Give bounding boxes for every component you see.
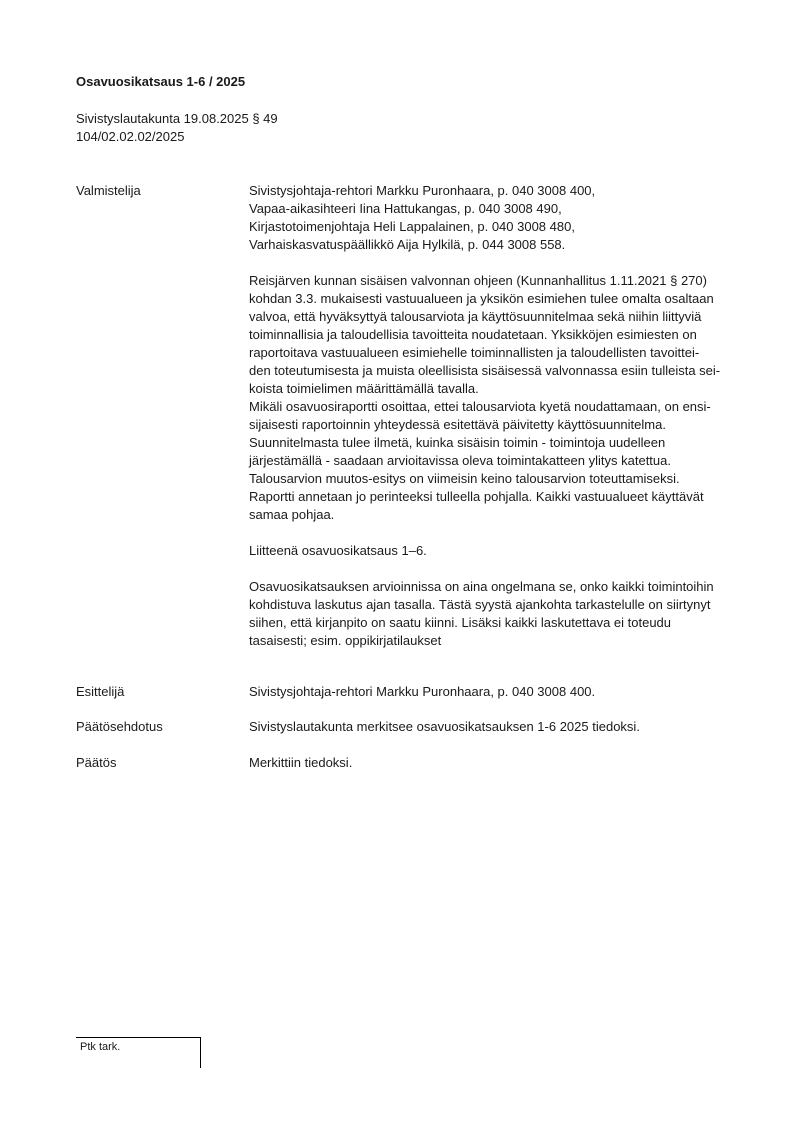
text-line: koista toimielimen määrittämällä tavalla. [249,381,479,396]
section-content-paatos: Merkittiin tiedoksi. [249,755,353,770]
text-line: Suunnitelmasta tulee ilmetä, kuinka sisäisin toimin - toimintoja uudelleen [249,435,666,450]
attachment-paragraph [249,542,739,560]
text-line: Kirjastotoimenjohtaja Heli Lappalainen, p. 040 3008 480, [249,219,575,234]
text-line: Varhaiskasvatuspäällikkö Aija Hylkilä, p. 044 3008 558. [249,237,566,252]
text-line: kohdistuva laskutus ajan tasalla. Tästä syystä ajankohta tarkastelulle on siirtynyt [249,597,711,612]
text-line: toiminnallisia ja taloudellisia tavoitteita noudatetaan. Yksikköjen esimiesten on [249,327,697,342]
text-line: valvoa, että hyväksyttyä talousarviota ja käyttösuunnitelmaa sekä niihin liittyviä [249,309,702,324]
text-line: samaa pohjaa. [249,507,335,522]
text-line: den toteutumisesta ja muista oleellisista sisäisessä valvonnassa esiin tulleista sei- [249,363,721,378]
section-content-paatosehdotus: Sivistyslautakunta merkitsee osavuosikatsauksen 1-6 2025 tiedoksi. [249,719,640,734]
document-title: Osavuosikatsaus 1-6 / 2025 [76,74,246,89]
text-line: järjestämällä - saadaan arvioitavissa oleva toimintakatteen ylitys katettua. [249,453,671,468]
minutes-check-box [76,1037,201,1068]
minutes-check-label: Ptk tark. [80,1041,121,1053]
section-label-valmistelija: Valmistelija [76,183,141,198]
meeting-reference: Sivistyslautakunta 19.08.2025 § 49 [76,111,278,126]
text-line: Talousarvion muutos-esitys on viimeisin keino talousarvion toteuttamiseksi. [249,471,680,486]
section-label-paatos: Päätös [76,755,117,770]
text-line: Sivistysjohtaja-rehtori Markku Puronhaara, p. 040 3008 400, [249,183,596,198]
text-line: raportoitava vastuualueen esimiehelle toiminnallisten ja taloudellisten tavoittei- [249,345,700,360]
text-line: siihen, että kirjanpito on saatu kiinni. Lisäksi kaikki laskutettava ei toteudu [249,615,672,630]
text-line: Raportti annetaan jo perinteeksi tulleella pohjalla. Kaikki vastuualueet käyttävät [249,489,704,504]
section-label-paatosehdotus: Päätösehdotus [76,719,163,734]
section-content-esittelija: Sivistysjohtaja-rehtori Markku Puronhaara, p. 040 3008 400. [249,684,596,699]
text-line: tasaisesti; esim. oppikirjatilaukset [249,633,442,648]
record-number: 104/02.02.02/2025 [76,129,185,144]
section-label-esittelija: Esittelijä [76,684,125,699]
meeting-info [76,110,278,146]
text-line: Reisjärven kunnan sisäisen valvonnan ohjeen (Kunnanhallitus 1.11.2021 § 270) [249,273,707,288]
text-line: Osavuosikatsauksen arvioinnissa on aina ongelmana se, onko kaikki toimintoihin [249,579,714,594]
text-line: Vapaa-aikasihteeri Iina Hattukangas, p. 040 3008 490, [249,201,562,216]
text-line: kohdan 3.3. mukaisesti vastuualueen ja yksikön esimiehen tulee omalta osaltaan [249,291,714,306]
assessment-paragraph [249,578,739,650]
section-content-valmistelija [249,182,739,650]
text-line: Liitteenä osavuosikatsaus 1–6. [249,543,427,558]
text-line: sijaisesti raportoinnin yhteydessä esitettävä päivitetty käyttösuunnitelma. [249,417,666,432]
preparers-paragraph [249,182,739,254]
text-line: Mikäli osavuosiraportti osoittaa, ettei talousarviota kyetä noudattamaan, on ensi- [249,399,711,414]
internal-control-paragraph [249,272,739,524]
